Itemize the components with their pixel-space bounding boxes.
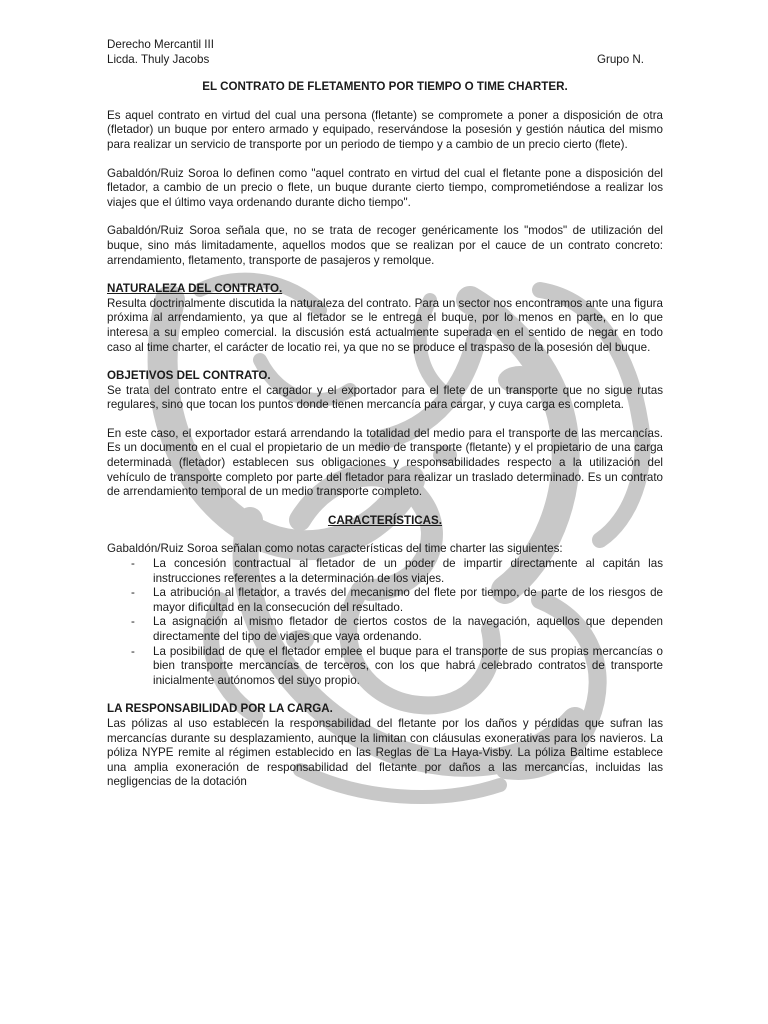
section-heading-naturaleza: NATURALEZA DEL CONTRATO.: [107, 282, 283, 296]
section-heading-responsabilidad: LA RESPONSABILIDAD POR LA CARGA.: [107, 702, 333, 716]
section-heading-objetivos: OBJETIVOS DEL CONTRATO.: [107, 369, 271, 383]
objetivos-paragraph-2: En este caso, el exportador estará arrendando la totalidad del medio para el transporte de las mercancías. Es un documento en el cual el propietario de un medio de transporte (fletante) y el propietario de una carga determinada (fletador) establecen sus obligaciones y responsabilidades respecto a la utilización del vehículo de transporte completo por parte del fletador para realizar un traslado determinado. Es un contrato de arrendamiento temporal de un medio transporte completo.: [107, 426, 663, 499]
intro-paragraph: Es aquel contrato en virtud del cual una persona (fletante) se compromete a poner a disposición de otra (fletador) un buque por entero armado y equipado, reservándose la posesión y gestión náutica del mismo para realizar un servicio de transporte por un periodo de tiempo y a cambio de un precio cierto (flete).: [107, 108, 663, 151]
teacher-name: Licda. Thuly Jacobs: [107, 52, 210, 66]
caracteristicas-intro: Gabaldón/Ruiz Soroa señalan como notas características del time charter las siguientes:: [107, 542, 563, 556]
list-item: - La concesión contractual al fletador de un poder de impartir directamente al capitán las instrucciones referentes a la determinación de los viajes.: [131, 557, 663, 585]
list-item: - La posibilidad de que el fletador emplee el buque para el transporte de sus propias mercancías o bien transporte mercancías de terceros, con los que habrá celebrado contratos de transporte inicialmente autónomos del suyo propio.: [131, 644, 663, 687]
bullet-dash: -: [131, 557, 135, 571]
definition-paragraph: Gabaldón/Ruiz Soroa lo definen como "aquel contrato en virtud del cual el fletante pone a disposición del fletador, a cambio de un precio o flete, un buque durante cierto tiempo, comprometiéndose a realizar los viajes que el último vaya ordenando durante dicho tiempo".: [107, 166, 663, 209]
modes-paragraph: Gabaldón/Ruiz Soroa señala que, no se trata de recoger genéricamente los "modos" de utilización del buque, sino más limitadamente, aquellos modos que se realizan por el cauce de un contrato concreto: arrendamiento, fletamento, transporte de pasajeros y remolque.: [107, 224, 663, 267]
bullet-dash: -: [131, 586, 135, 600]
list-item: - La asignación al mismo fletador de ciertos costos de la navegación, aquellos que dependen directamente del tipo de viajes que vaya ordenando.: [131, 615, 663, 643]
section-heading-caracteristicas: CARACTERÍSTICAS.: [327, 513, 442, 527]
course-name: Derecho Mercantil III: [107, 38, 214, 51]
document-body: [107, 38, 663, 804]
naturaleza-paragraph: Resulta doctrinalmente discutida la naturaleza del contrato. Para un sector nos encontramos ante una figura próxima al arrendamiento, ya que al fletador se le entrega el buque, por lo menos en parte, en lo que interesa a su empleo comercial. la discusión está actualmente superada en el sentido de negar en todo caso al time charter, el carácter de locatio rei, ya que no se produce el traspaso de la posesión del buque.: [107, 296, 663, 354]
header-row: [107, 53, 663, 68]
objetivos-paragraph: Se trata del contrato entre el cargador y el exportador para el flete de un transporte que no sigue rutas regulares, sino que tocan los puntos donde tienen mercancía para cargar, y cuya carga es completa.: [107, 383, 663, 412]
document-title: EL CONTRATO DE FLETAMENTO POR TIEMPO O TIME CHARTER.: [202, 80, 568, 94]
bullet-dash: -: [131, 644, 135, 658]
bullet-dash: -: [131, 615, 135, 629]
group-label: Grupo N.: [596, 52, 644, 66]
caracteristicas-list: [107, 557, 663, 688]
list-item: - La atribución al fletador, a través del mecanismo del flete por tiempo, de parte de los riesgos de mayor dificultad en la consecución del resultado.: [131, 586, 663, 614]
responsabilidad-paragraph: Las pólizas al uso establecen la responsabilidad del fletante por los daños y pérdidas que sufran las mercancías durante su desplazamiento, aunque la limitan con cláusulas exonerativas para los navieros. La póliza NYPE remite al régimen establecido en las Reglas de La Haya-Visby. La póliza Baltime establece una amplia exoneración de responsabilidad del fletante por daños a las mercancías, incluidas las negligencias de la dotación: [107, 716, 663, 789]
document-header: [107, 38, 663, 67]
